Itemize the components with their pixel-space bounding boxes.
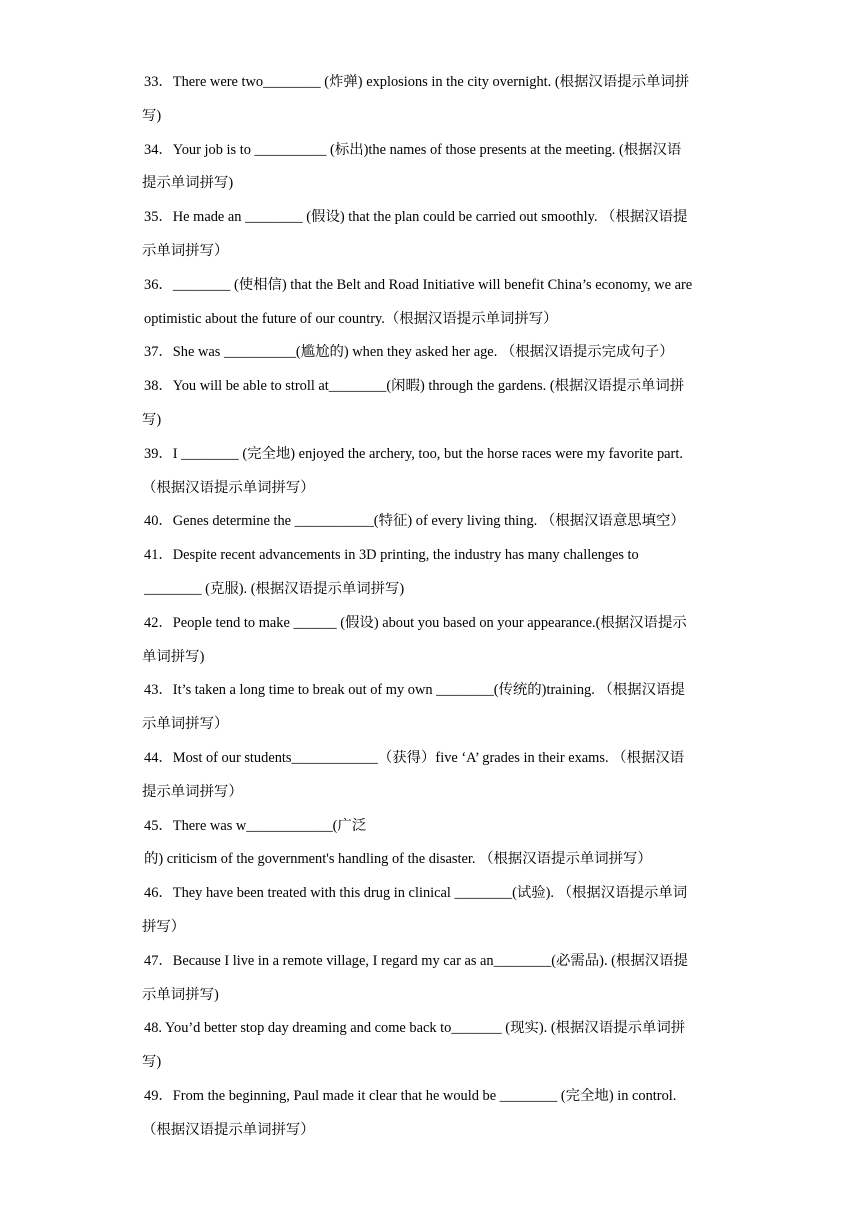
question-line: 46．They have been treated with this drug in clinical ________(试验). （根据汉语提示单词 (144, 885, 688, 902)
question-line: 的) criticism of the government's handling of the disaster. （根据汉语提示单词拼写） (144, 851, 652, 868)
question-line: 49．From the beginning, Paul made it clear that he would be ________ (完全地) in control. (144, 1087, 677, 1104)
question-line: 35．He made an ________ (假设) that the plan could be carried out smoothly. （根据汉语提 (144, 209, 688, 226)
question-line: 示单词拼写) (142, 986, 219, 1003)
question-line: 36．________ (使相信) that the Belt and Road Initiative will benefit China’s economy, we are (144, 276, 693, 293)
question-47 (144, 945, 718, 1013)
question-line: 提示单词拼写） (142, 783, 243, 800)
question-line: 38．You will be able to stroll at________(闲暇) through the gardens. (根据汉语提示单词拼 (144, 378, 685, 395)
question-line: 44．Most of our students____________（获得）five ‘A’ grades in their exams. （根据汉语 (144, 749, 685, 766)
question-line: 45．There was w____________(广泛 (144, 817, 367, 834)
question-line: 写) (142, 107, 162, 124)
question-line: ________ (克服). (根据汉语提示单词拼写) (144, 580, 405, 597)
question-line: 43．It’s taken a long time to break out of my own ________(传统的)training. （根据汉语提 (144, 682, 685, 699)
question-44 (144, 742, 718, 810)
question-line: 48. You’d better stop day dreaming and come back to_______ (现实). (根据汉语提示单词拼 (144, 1020, 686, 1037)
question-line: 47．Because I live in a remote village, I regard my car as an________(必需品). (根据汉语提 (144, 952, 688, 969)
question-line: 提示单词拼写) (142, 175, 234, 192)
question-37 (144, 336, 718, 370)
question-39 (144, 438, 718, 506)
question-38 (144, 370, 718, 438)
question-line: 拼写） (142, 918, 186, 935)
question-40 (144, 505, 718, 539)
question-line: 40．Genes determine the ___________(特征) of every living thing. （根据汉语意思填空） (144, 513, 685, 530)
question-line: （根据汉语提示单词拼写） (142, 479, 315, 496)
question-49 (144, 1080, 718, 1148)
question-46 (144, 877, 718, 945)
question-line: 示单词拼写） (142, 242, 229, 259)
question-line: 写) (142, 1054, 162, 1071)
question-34 (144, 134, 718, 202)
question-45 (144, 810, 718, 878)
question-33 (144, 66, 718, 134)
question-line: 42．People tend to make ______ (假设) about you based on your appearance.(根据汉语提示 (144, 614, 687, 631)
question-36 (144, 269, 718, 337)
question-line: 示单词拼写） (142, 716, 229, 733)
question-48 (144, 1012, 718, 1080)
question-42 (144, 607, 718, 675)
question-35 (144, 201, 718, 269)
question-41 (144, 539, 718, 607)
question-line: 37．She was __________(尴尬的) when they asked her age. （根据汉语提示完成句子） (144, 344, 674, 361)
question-line: （根据汉语提示单词拼写） (142, 1121, 315, 1138)
question-line: optimistic about the future of our country.（根据汉语提示单词拼写） (144, 310, 558, 327)
question-line: 写) (142, 411, 162, 428)
question-line: 34．Your job is to __________ (标出)the names of those presents at the meeting. (根据汉语 (144, 141, 682, 158)
question-line: 单词拼写) (142, 648, 205, 665)
question-line: 39．I ________ (完全地) enjoyed the archery, too, but the horse races were my favorite part. (144, 445, 683, 462)
question-line: 33．There were two________ (炸弹) explosions in the city overnight. (根据汉语提示单词拼 (144, 74, 690, 90)
question-43 (144, 674, 718, 742)
question-line: 41．Despite recent advancements in 3D printing, the industry has many challenges to (144, 547, 639, 564)
question-list (144, 66, 718, 1148)
